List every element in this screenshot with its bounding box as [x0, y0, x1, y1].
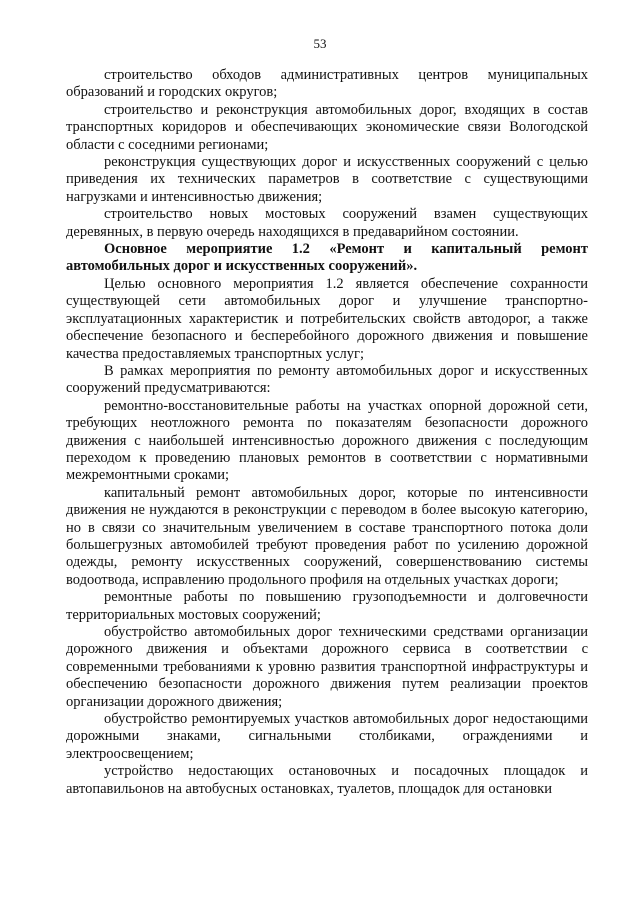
page-number: 53: [313, 36, 327, 51]
document-body: [66, 67, 588, 798]
paragraph-12: обустройство ремонтируемых участков автомобильных дорог недостающими дорожными знаками, сигнальными столбиками, ограждениями и электроосвещением;: [66, 711, 588, 762]
paragraph-9: капитальный ремонт автомобильных дорог, которые по интенсивности движения не нуждаются в реконструкции с переводом в более высокую категорию, но в связи со значительным увеличением в составе транспортного потока доли большегрузных автомобилей требуют проведения работ по усилению дорожной одежды, ремонту искусственных сооружений, совершенствованию системы водоотвода, исправлению продольного профиля на отдельных участках дороги;: [66, 484, 588, 588]
paragraph-13: устройство недостающих остановочных и посадочных площадок и автопавильонов на автобусных остановках, туалетов, площадок для остановки: [66, 763, 588, 797]
paragraph-7: В рамках мероприятия по ремонту автомобильных дорог и искусственных сооружений предусматриваются:: [66, 362, 588, 397]
paragraph-10: ремонтные работы по повышению грузоподъемности и долговечности территориальных мостовых сооружений;: [66, 589, 588, 623]
paragraph-3: реконструкция существующих дорог и искусственных сооружений с целью приведения их технических параметров в соответствие с существующими нагрузками и интенсивностью движения;: [66, 154, 588, 205]
paragraph-11: обустройство автомобильных дорог техническими средствами организации дорожного движения и объектами дорожного сервиса в соответствии с современными требованиями к уровню развития транспортной инфраструктуры и обеспечению безопасности дорожного движения путем реализации проектов организации дорожного движения;: [66, 624, 588, 710]
paragraph-8: ремонтно-восстановительные работы на участках опорной дорожной сети, требующих неотложного ремонта по показателям безопасности дорожного движения с наибольшей интенсивностью дорожного движения с последующим переходом к проведению плановых ремонтов в соответствии с нормативными межремонтными сроками;: [66, 397, 588, 484]
section-heading: Основное мероприятие 1.2 «Ремонт и капитальный ремонт автомобильных дорог и искусственных сооружений».: [66, 241, 588, 275]
paragraph-1: строительство обходов административных центров муниципальных образований и городских округов;: [66, 67, 588, 101]
paragraph-2: строительство и реконструкция автомобильных дорог, входящих в состав транспортных коридоров и обеспечивающих экономические связи Вологодской области с соседними регионами;: [66, 101, 588, 153]
paragraph-6: Целью основного мероприятия 1.2 является обеспечение сохранности существующей сети автомобильных дорог и улучшение транспортно-эксплуатационных характеристик и потребительских свойств автодорог, а также обеспечение безопасного и бесперебойного дорожного движения и повышение качества предоставляемых транспортных услуг;: [66, 275, 588, 362]
paragraph-4: строительство новых мостовых сооружений взамен существующих деревянных, в первую очередь находящихся в предаварийном состоянии.: [66, 206, 588, 240]
